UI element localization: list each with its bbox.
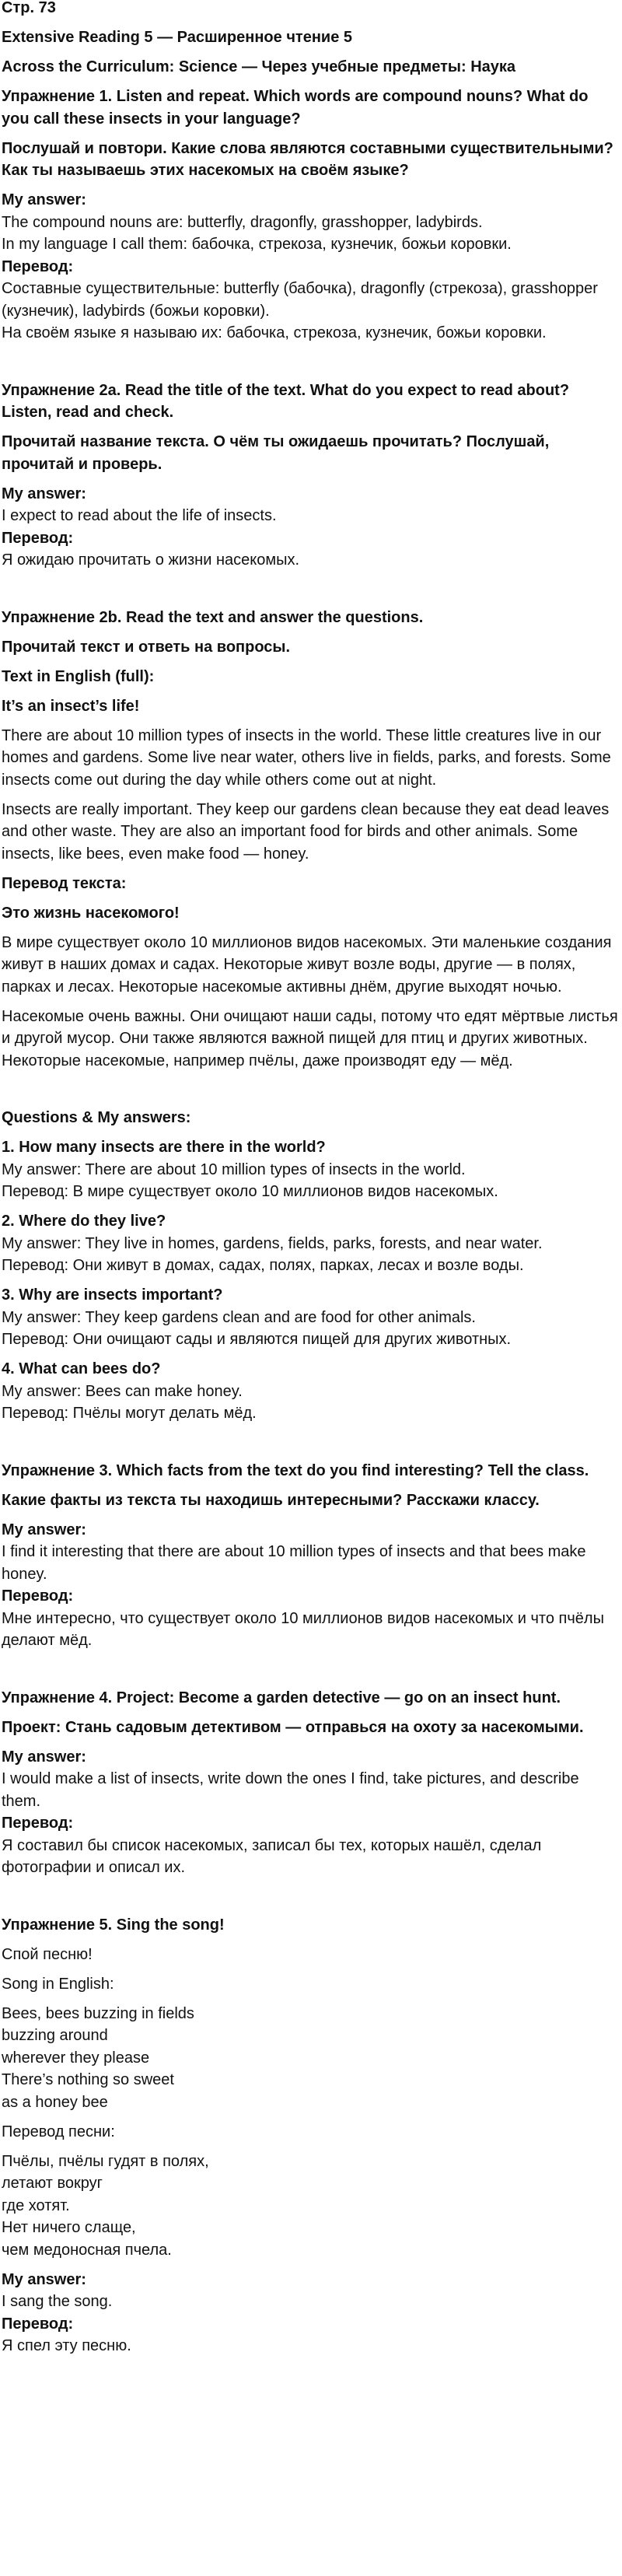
- text-block: [2, 873, 619, 895]
- text-line: Перевод песни:: [2, 2123, 115, 2140]
- heading-line: 4. What can bees do?: [2, 1360, 161, 1377]
- heading-line: Extensive Reading 5 — Расширенное чтение 5: [2, 29, 353, 46]
- text-line: Перевод: Они очищают сады и являются пищей для других животных.: [2, 1331, 512, 1348]
- heading-line: Упражнение 2b. Read the text and answer the questions.: [2, 608, 424, 626]
- text-line: There are about 10 million types of insects in the world. These little creatures live in our homes and gardens. Some live near water, others live in fields, parks, and forests. Some insects come out during the day while others come out at night.: [2, 726, 611, 789]
- heading-line: Перевод:: [2, 529, 74, 547]
- text-block: [2, 1358, 619, 1425]
- heading-line: My answer:: [2, 485, 86, 502]
- text-block: [2, 56, 619, 79]
- heading-line: Упражнение 1. Listen and repeat. Which words are compound nouns? What do you call these insects in your language?: [2, 88, 589, 128]
- heading-line: 3. Why are insects important?: [2, 1286, 223, 1304]
- text-block: [2, 1746, 619, 1879]
- text-block: [2, 1210, 619, 1277]
- heading-line: My answer:: [2, 1748, 86, 1766]
- heading-line: Questions & My answers:: [2, 1109, 191, 1126]
- heading-line: My answer:: [2, 2270, 86, 2288]
- text-line: Я спел эту песню.: [2, 2337, 131, 2354]
- text-line: The compound nouns are: butterfly, dragonfly, grasshopper, ladybirds.: [2, 213, 483, 231]
- text-block: [2, 26, 619, 49]
- text-block: [2, 799, 619, 866]
- heading-line: Перевод текста:: [2, 874, 127, 892]
- text-line: Спой песню!: [2, 1945, 93, 1963]
- text-line: I would make a list of insects, write down the ones I find, take pictures, and describe them.: [2, 1770, 579, 1810]
- heading-line: Перевод:: [2, 2315, 74, 2333]
- questions-answers-section: [2, 1107, 619, 1425]
- text-line: There’s nothing so sweet: [2, 2071, 174, 2088]
- text-block: [2, 902, 619, 925]
- text-block: [2, 138, 619, 182]
- text-line: В мире существует около 10 миллионов видов насекомых. Эти маленькие создания живут в наших домах и садах. Некоторые живут возле воды, другие — в полях, парках и лесах. Некоторые насекомые активны днём, другие выходят ночью.: [2, 933, 612, 996]
- text-block: [2, 1973, 619, 1996]
- text-line: I expect to read about the life of insects.: [2, 507, 277, 524]
- heading-line: Какие факты из текста ты находишь интересными? Расскажи классу.: [2, 1491, 540, 1509]
- heading-line: Упражнение 4. Project: Become a garden detective — go on an insect hunt.: [2, 1689, 561, 1706]
- text-line: My answer: They live in homes, gardens, fields, parks, forests, and near water.: [2, 1234, 543, 1252]
- heading-line: Упражнение 5. Sing the song!: [2, 1916, 225, 1934]
- text-block: [2, 2151, 619, 2262]
- text-line: My answer: Bees can make honey.: [2, 1382, 243, 1400]
- heading-line: My answer:: [2, 1521, 86, 1538]
- text-block: [2, 431, 619, 475]
- text-block: [2, 1107, 619, 1129]
- heading-line: My answer:: [2, 191, 86, 208]
- text-block: [2, 695, 619, 718]
- document-page: [2, 0, 619, 2392]
- heading-line: It’s an insect’s life!: [2, 697, 140, 715]
- text-line: летают вокруг: [2, 2175, 103, 2192]
- exercise-2a-section: [2, 380, 619, 572]
- text-block: [2, 1006, 619, 1073]
- text-line: Пчёлы, пчёлы гудят в полях,: [2, 2152, 209, 2170]
- heading-line: Across the Curriculum: Science — Через учебные предметы: Наука: [2, 58, 516, 75]
- text-block: [2, 636, 619, 659]
- page-header: [2, 0, 619, 79]
- exercise-2b-section: [2, 607, 619, 1073]
- text-line: На своём языке я называю их: бабочка, стрекоза, кузнечик, божьи коровки.: [2, 324, 547, 341]
- text-line: чем медоносная пчела.: [2, 2241, 172, 2259]
- text-block: [2, 189, 619, 345]
- text-block: [2, 2269, 619, 2357]
- heading-line: Перевод:: [2, 1587, 74, 1605]
- text-block: [2, 932, 619, 999]
- text-line: In my language I call them: бабочка, стрекоза, кузнечик, божьи коровки.: [2, 236, 512, 253]
- heading-line: Это жизнь насекомого!: [2, 904, 180, 922]
- heading-line: Перевод:: [2, 257, 74, 275]
- text-line: buzzing around: [2, 2027, 108, 2044]
- exercise-1-section: [2, 86, 619, 345]
- heading-line: Послушай и повтори. Какие слова являются составными существительными? Как ты называешь этих насекомых на своём языке?: [2, 139, 613, 179]
- text-block: [2, 666, 619, 688]
- text-block: [2, 483, 619, 572]
- heading-line: Стр. 73: [2, 0, 56, 16]
- text-block: [2, 380, 619, 424]
- exercise-5-section: [2, 1914, 619, 2357]
- heading-line: Перевод:: [2, 1815, 74, 1832]
- text-line: wherever they please: [2, 2049, 150, 2067]
- text-line: Song in English:: [2, 1975, 114, 1993]
- text-block: [2, 607, 619, 629]
- heading-line: 1. How many insects are there in the world?: [2, 1139, 326, 1156]
- text-line: Перевод: Они живут в домах, садах, полях, парках, лесах и возле воды.: [2, 1257, 524, 1274]
- text-block: [2, 1717, 619, 1739]
- text-block: [2, 0, 619, 19]
- heading-line: Прочитай название текста. О чём ты ожидаешь прочитать? Послушай, прочитай и проверь.: [2, 433, 550, 473]
- text-line: as a honey bee: [2, 2093, 108, 2111]
- text-block: [2, 1944, 619, 1966]
- text-line: Нет ничего слаще,: [2, 2219, 136, 2236]
- heading-line: Упражнение 3. Which facts from the text do you find interesting? Tell the class.: [2, 1461, 589, 1479]
- text-block: [2, 1914, 619, 1937]
- text-block: [2, 2121, 619, 2144]
- text-line: I sang the song.: [2, 2293, 113, 2310]
- text-block: [2, 1136, 619, 1203]
- heading-line: Text in English (full):: [2, 667, 155, 685]
- exercise-4-section: [2, 1687, 619, 1879]
- text-line: My answer: There are about 10 million types of insects in the world.: [2, 1160, 466, 1178]
- text-block: [2, 1284, 619, 1351]
- text-line: Я ожидаю прочитать о жизни насекомых.: [2, 551, 300, 569]
- text-line: Я составил бы список насекомых, записал бы тех, которых нашёл, сделал фотографии и описал их.: [2, 1836, 542, 1876]
- text-line: Мне интересно, что существует около 10 миллионов видов насекомых и что пчёлы делают мёд.: [2, 1609, 604, 1649]
- exercise-3-section: [2, 1460, 619, 1652]
- text-block: [2, 1687, 619, 1710]
- heading-line: Проект: Стань садовым детективом — отправься на охоту за насекомыми.: [2, 1718, 584, 1736]
- text-line: где хотят.: [2, 2196, 70, 2214]
- text-line: Составные существительные: butterfly (бабочка), dragonfly (стрекоза), grasshopper (кузнечик), ladybirds (божьи коровки).: [2, 280, 598, 320]
- text-block: [2, 2003, 619, 2114]
- heading-line: 2. Where do they live?: [2, 1213, 166, 1230]
- text-line: Перевод: Пчёлы могут делать мёд.: [2, 1405, 257, 1422]
- text-line: Перевод: В мире существует около 10 миллионов видов насекомых.: [2, 1183, 498, 1200]
- text-line: Bees, bees buzzing in fields: [2, 2004, 194, 2022]
- heading-line: Упражнение 2a. Read the title of the text. What do you expect to read about? Listen, read and check.: [2, 381, 570, 421]
- text-block: [2, 86, 619, 130]
- text-block: [2, 1460, 619, 1482]
- text-block: [2, 1519, 619, 1652]
- text-line: I find it interesting that there are about 10 million types of insects and that bees make honey.: [2, 1543, 586, 1583]
- text-line: Насекомые очень важны. Они очищают наши сады, потому что едят мёртвые листья и другой мусор. Они также являются важной пищей для птиц и других животных. Некоторые насекомые, например пчёлы, даже производят еду — мёд.: [2, 1007, 618, 1069]
- text-block: [2, 725, 619, 792]
- text-line: My answer: They keep gardens clean and are food for other animals.: [2, 1308, 476, 1326]
- text-block: [2, 1489, 619, 1512]
- text-line: Insects are really important. They keep our gardens clean because they eat dead leaves and other waste. They are also an important food for birds and other animals. Some insects, like bees, even make food — honey.: [2, 800, 610, 863]
- heading-line: Прочитай текст и ответь на вопросы.: [2, 638, 291, 656]
